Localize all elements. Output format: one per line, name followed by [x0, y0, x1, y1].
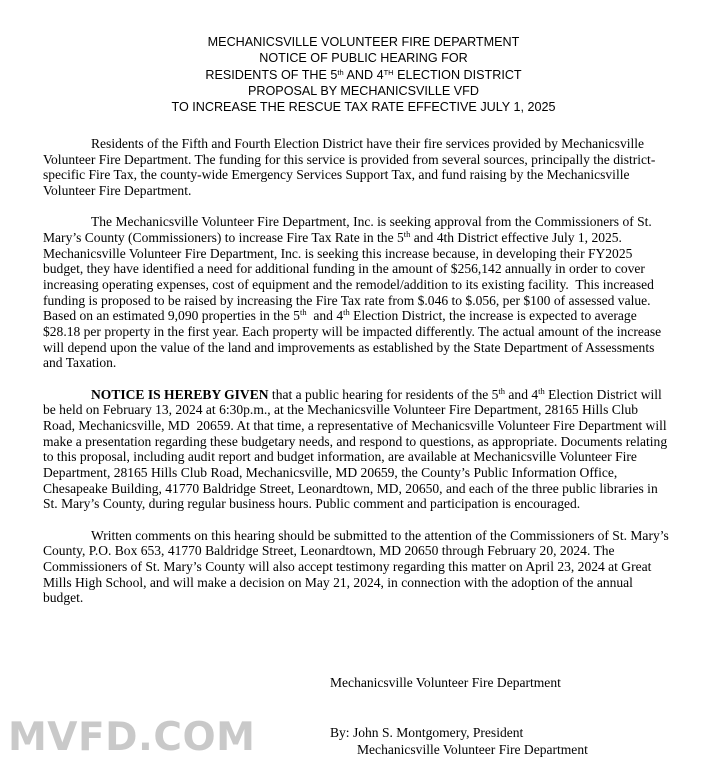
header-line-2: NOTICE OF PUBLIC HEARING FOR: [259, 51, 468, 66]
notice-body: [43, 136, 669, 622]
paragraph-funding: Residents of the Fifth and Fourth Election District have their fire services provided by Mechanicsville Volunteer Fire Department. The funding for this service is provided from several sources, principally the district-specific Fire Tax, the county-wide Emergency Services Support Tax, and fund raising by the Mechanicsville Volunteer Fire Department.: [43, 136, 656, 198]
paragraph-comments: Written comments on this hearing should be submitted to the attention of the Commissioners of St. Mary’s County, P.O. Box 653, 41770 Baldridge Street, Leonardtown, MD 20650 through February 20, 2024. The Commissioners of St. Mary’s County will also accept testimony regarding this matter on April 23, 2024 at Great Mills High School, and will make a decision on May 21, 2024, in connection with the adoption of the annual budget.: [43, 527, 669, 606]
notice-header: [0, 34, 727, 115]
mvfd-watermark: MVFD.COM: [8, 715, 256, 760]
header-line-3: RESIDENTS OF THE 5th AND 4TH ELECTION DISTRICT: [205, 67, 522, 82]
signoff-by-line: By: John S. Montgomery, President: [330, 725, 524, 740]
paragraph-hearing: NOTICE IS HEREBY GIVEN that a public hearing for residents of the 5th and 4th Election District will be held on February 13, 2024 at 6:30p.m., at the Mechanicsville Volunteer Fire Department, 28165 Hills Club Road, Mechanicsville, MD 20659. At that time, a representative of Mechanicsville Volunteer Fire Department will make a presentation regarding these budgetary needs, and respond to questions, as appropriate. Documents relating to this proposal, including audit report and budget information, are available at Mechanicsville Volunteer Fire Department, 28165 Hills Club Road, Mechanicsville, MD 20659, the County’s Public Information Office, Chesapeake Building, 41770 Baldridge Street, Leonardtown, MD, 20650, and each of the three public libraries in St. Mary’s County, during regular business hours. Public comment and participation is encouraged.: [43, 385, 668, 512]
paragraph-proposal: The Mechanicsville Volunteer Fire Department, Inc. is seeking approval from the Commissioners of St. Mary’s County (Commissioners) to increase Fire Tax Rate in the 5th and 4th District effective July 1, 2025. Mechanicsville Volunteer Fire Department, Inc. is seeking this increase because, in developing their FY2025 budget, they have identified a need for additional funding in the amount of $256,142 annually in order to cover increasing operating expenses, cost of equipment and the remodel/addition to its existing facility. This increased funding is proposed to be raised by increasing the Fire Tax rate from $.046 to $.056, per $100 of assessed value. Based on an estimated 9,090 properties in the 5th and 4th Election District, the increase is expected to average $28.18 per property in the first year. Each property will be impacted differently. The actual amount of the increase will depend upon the value of the land and improvements as established by the State Department of Assessments and Taxation.: [43, 214, 662, 371]
header-line-1: MECHANICSVILLE VOLUNTEER FIRE DEPARTMENT: [207, 35, 520, 49]
header-line-5: TO INCREASE THE RESCUE TAX RATE EFFECTIVE JULY 1, 2025: [171, 100, 556, 115]
signoff-by-organization: Mechanicsville Volunteer Fire Department: [357, 742, 588, 757]
header-line-4: PROPOSAL BY MECHANICSVILLE VFD: [248, 83, 479, 98]
notice-given-heading: NOTICE IS HEREBY GIVEN: [91, 386, 269, 402]
signoff-organization: Mechanicsville Volunteer Fire Department: [330, 675, 561, 690]
